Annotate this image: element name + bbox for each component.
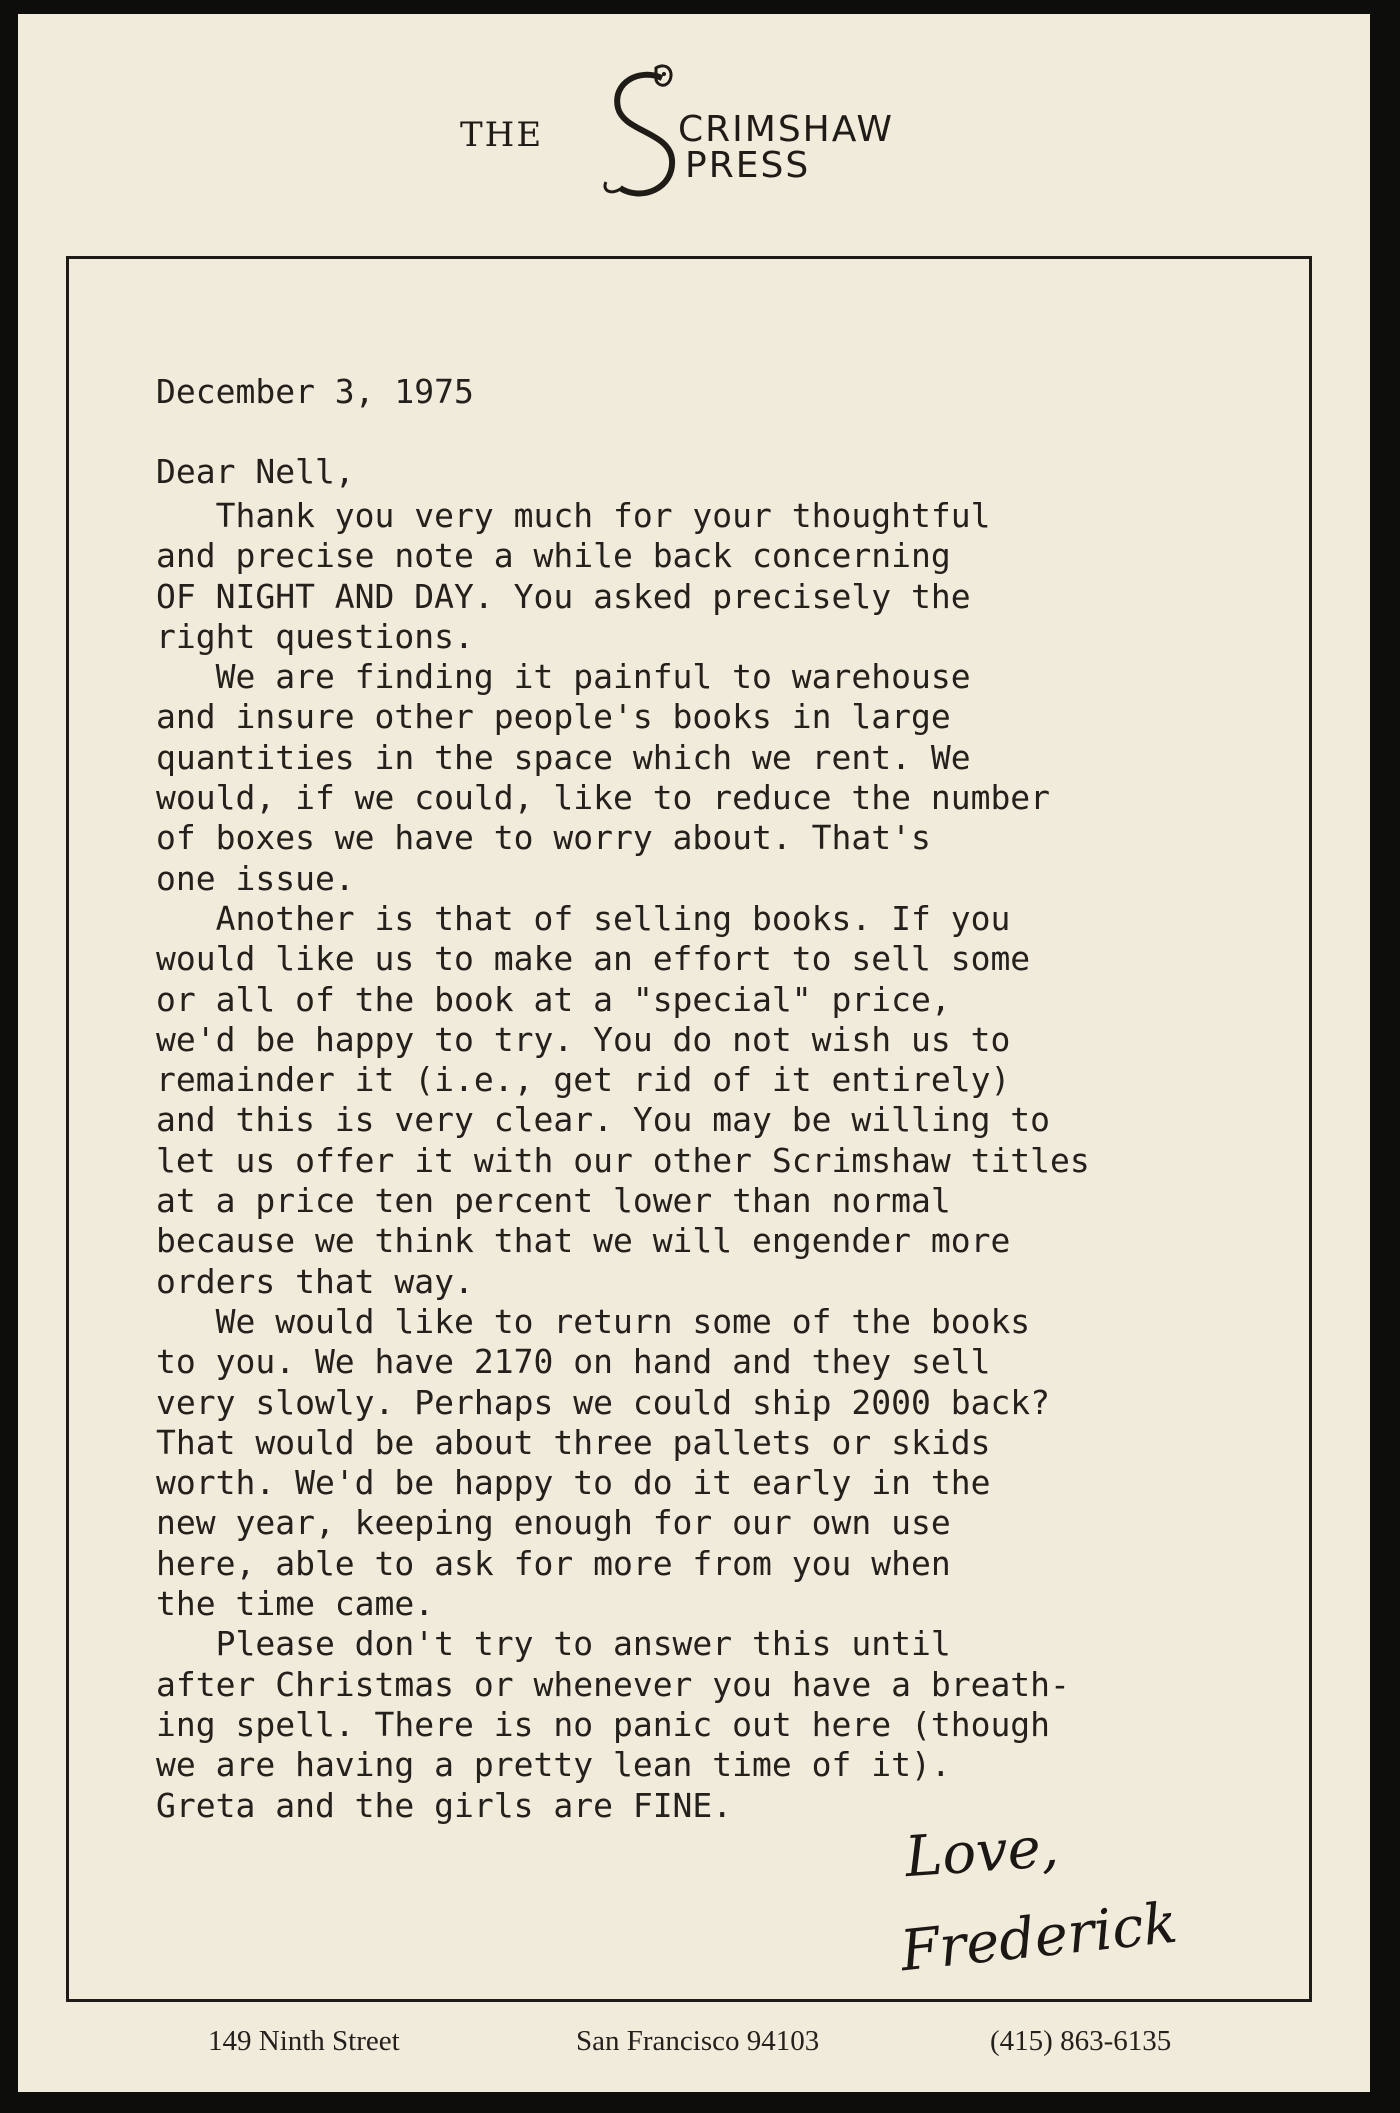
handwritten-signature: Frederick [897, 1890, 1181, 1985]
footer-phone: (415) 863-6135 [990, 2025, 1172, 2057]
paragraph-4: We would like to return some of the books to you. We have 2170 on hand and they sell very slowly. Perhaps we could ship 2000 back? That would be about three pallets or skids worth. We'd be happy to do it early in the new year, keeping enough for our own use here, able to ask for more from you when the time came. [156, 1301, 1051, 1624]
paragraph-3: Another is that of selling books. If you would like us to make an effort to sell some or all of the book at a "special" price, we'd be happy to try. You do not wish us to remainder it (i.e., get rid of it entirely) and this is very clear. You may be willing to let us offer it with our other Scrimshaw titles at a price ten percent lower than normal because we think that we will engender more orders that way. [156, 898, 1090, 1301]
scrimshaw-press-logo [440, 40, 960, 250]
logo-the: THE [460, 115, 544, 155]
paragraph-2: We are finding it painful to warehouse and insure other people's books in large quantities in the space which we rent. We would, if we could, like to reduce the number of boxes we have to worry about. That's one issue. [156, 657, 1051, 898]
logo-press: PRESS [685, 145, 811, 186]
footer-address: 149 Ninth Street [208, 2025, 400, 2057]
letter-date: December 3, 1975 [156, 372, 474, 411]
scrimshaw-s-emblem-icon [600, 60, 690, 210]
logo-name: CRIMSHAW [678, 109, 895, 150]
paragraph-5: Please don't try to answer this until after Christmas or whenever you have a breath- ing spell. There is no panic out here (though we are having a pretty lean time of it). Greta and the girls are FINE. [156, 1624, 1070, 1825]
footer-city: San Francisco 94103 [576, 2025, 820, 2057]
closing: Love, [902, 1814, 1061, 1891]
salutation: Dear Nell, [156, 452, 355, 491]
paragraph-1: Thank you very much for your thoughtful and precise note a while back concerning OF NIGHT AND DAY. You asked precisely the right questions. [156, 496, 991, 656]
letter-body [156, 372, 1336, 1826]
